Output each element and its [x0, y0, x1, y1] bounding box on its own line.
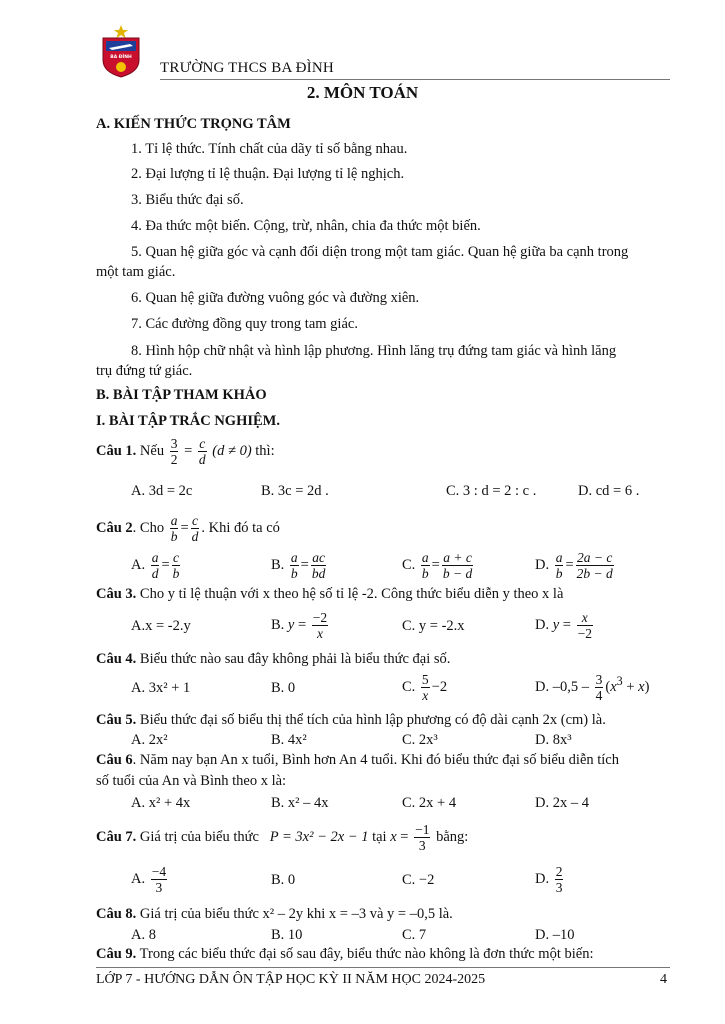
option-d: D. y = $\frac{x}{-2}$: [535, 610, 592, 641]
option-b: B. x² – 4x: [271, 795, 329, 811]
topic-item-cont: một tam giác.: [96, 264, 176, 280]
option-a: A. 3x² + 1: [131, 680, 191, 696]
option-d: D. 2x – 4: [535, 795, 589, 811]
topic-item-cont: trụ đứng tứ giác.: [96, 363, 193, 379]
question-8: Câu 8. Giá trị của biểu thức x² – 2y khi x = –3 và y = –0,5 là.: [96, 906, 453, 922]
question-label: Câu 8.: [96, 906, 137, 922]
option-b: B. 4x²: [271, 732, 307, 748]
option-c: C. 2x + 4: [402, 795, 457, 811]
subject-title: 2. MÔN TOÁN: [306, 83, 419, 102]
question-5: Câu 5. Biểu thức đại số biểu thị thể tích của hình lập phương có độ dài cạnh 2x (cm) là.: [96, 712, 606, 728]
option-c: C. 3 : d = 2 : c .: [446, 483, 537, 499]
topic-item: 3. Biểu thức đại số.: [131, 192, 244, 208]
question-4: Câu 4. Biểu thức nào sau đây không phải là biểu thức đại số.: [96, 651, 451, 667]
option-b: B. 10: [271, 927, 303, 943]
section-b-heading: B. BÀI TẬP THAM KHẢO: [96, 387, 267, 403]
footer-text: LỚP 7 - HƯỚNG DẪN ÔN TẬP HỌC KỲ II NĂM HỌC 2024-2025: [96, 972, 486, 987]
question-1: Câu 1. Nếu $\frac{3}{2}$ = $\frac{c}{d}$ (d ≠ 0) thì:: [96, 436, 275, 467]
option-c: C. y = -2.x: [402, 618, 465, 634]
option-c: C. $\frac{5}{x}$ −2: [402, 672, 448, 703]
option-b: B. 3c = 2d .: [261, 483, 329, 499]
option-a: A. $\frac{a}{d}$ = $\frac{c}{b}$: [131, 550, 180, 581]
option-b: B. $\frac{a}{b}$ = $\frac{ac}{bd}$: [271, 550, 326, 581]
question-label: Câu 6: [96, 752, 133, 768]
topic-item: 8. Hình hộp chữ nhật và hình lập phương. Hình lăng trụ đứng tam giác và hình lăng: [131, 343, 617, 359]
question-3: Câu 3. Cho y tỉ lệ thuận với x theo hệ số tỉ lệ -2. Công thức biểu diễn y theo x là: [96, 586, 564, 602]
topic-item: 1. Tỉ lệ thức. Tính chất của dãy tỉ số bằng nhau.: [131, 141, 408, 157]
section-b-subheading: I. BÀI TẬP TRẮC NGHIỆM.: [96, 413, 280, 429]
option-a: A. $\frac{-4}{3}$: [131, 864, 167, 895]
option-d: D. –10: [535, 927, 575, 943]
footer-divider: [96, 967, 670, 968]
option-b: B. 0: [271, 872, 296, 888]
question-2: Câu 2. Cho $\frac{a}{b}$ = $\frac{c}{d}$ . Khi đó ta có: [96, 513, 280, 544]
question-6: Câu 6. Năm nay bạn An x tuổi, Bình hơn An 4 tuổi. Khi đó biểu thức đại số biểu diễn tích: [96, 752, 619, 768]
option-c: C. −2: [402, 872, 435, 888]
option-c: C. 7: [402, 927, 427, 943]
topic-item: 7. Các đường đồng quy trong tam giác.: [131, 316, 358, 332]
option-a: A. 2x²: [131, 732, 168, 748]
option-d: D. $\frac{2}{3}$: [535, 864, 563, 895]
option-a: A. x² + 4x: [131, 795, 191, 811]
question-label: Câu 4.: [96, 651, 137, 667]
option-d: D. $\frac{a}{b}$ = $\frac{2a - c}{2b - d}$: [535, 550, 613, 581]
topic-item: 6. Quan hệ giữa đường vuông góc và đường xiên.: [131, 290, 420, 306]
option-a: A. 3d = 2c: [131, 483, 193, 499]
question-6-cont: số tuổi của An và Bình theo x là:: [96, 773, 287, 789]
question-label: Câu 7.: [96, 828, 137, 845]
option-b: B. 0: [271, 680, 296, 696]
option-a: A. 8: [131, 927, 156, 943]
topic-item: 5. Quan hệ giữa góc và cạnh đối diện trong một tam giác. Quan hệ giữa ba cạnh trong: [131, 244, 629, 260]
header-divider: [160, 79, 670, 80]
option-d: D. 8x³: [535, 732, 572, 748]
option-c: C. 2x³: [402, 732, 438, 748]
topic-item: 4. Đa thức một biến. Cộng, trừ, nhân, chia đa thức một biến.: [131, 218, 481, 234]
logo-text: BA ĐÌNH: [110, 55, 132, 60]
option-a: A.x = -2.y: [131, 618, 191, 634]
question-9: Câu 9. Trong các biểu thức đại số sau đây, biểu thức nào không là đơn thức một biến:: [96, 946, 594, 962]
question-label: Câu 2: [96, 519, 133, 536]
question-label: Câu 9.: [96, 946, 137, 962]
option-d: D. –0,5 – $\frac{3}{4}$ $(x^3 + x)$: [535, 672, 650, 703]
page-number: 4: [660, 972, 667, 987]
question-label: Câu 5.: [96, 712, 137, 728]
school-name: TRƯỜNG THCS BA ĐÌNH: [160, 60, 334, 76]
school-logo: [100, 24, 142, 78]
question-label: Câu 1.: [96, 442, 137, 459]
option-b: B. y = $\frac{-2}{x}$: [271, 610, 328, 641]
option-c: C. $\frac{a}{b}$ = $\frac{a + c}{b - d}$: [402, 550, 473, 581]
question-label: Câu 3.: [96, 586, 137, 602]
topic-item: 2. Đại lượng tỉ lệ thuận. Đại lượng tỉ lệ nghịch.: [131, 166, 405, 182]
question-7: Câu 7. Giá trị của biểu thức P = 3x² − 2x − 1 tại x = $\frac{-1}{3}$ bằng:: [96, 822, 469, 853]
section-a-heading: A. KIẾN THỨC TRỌNG TÂM: [96, 116, 291, 132]
option-d: D. cd = 6 .: [578, 483, 640, 499]
